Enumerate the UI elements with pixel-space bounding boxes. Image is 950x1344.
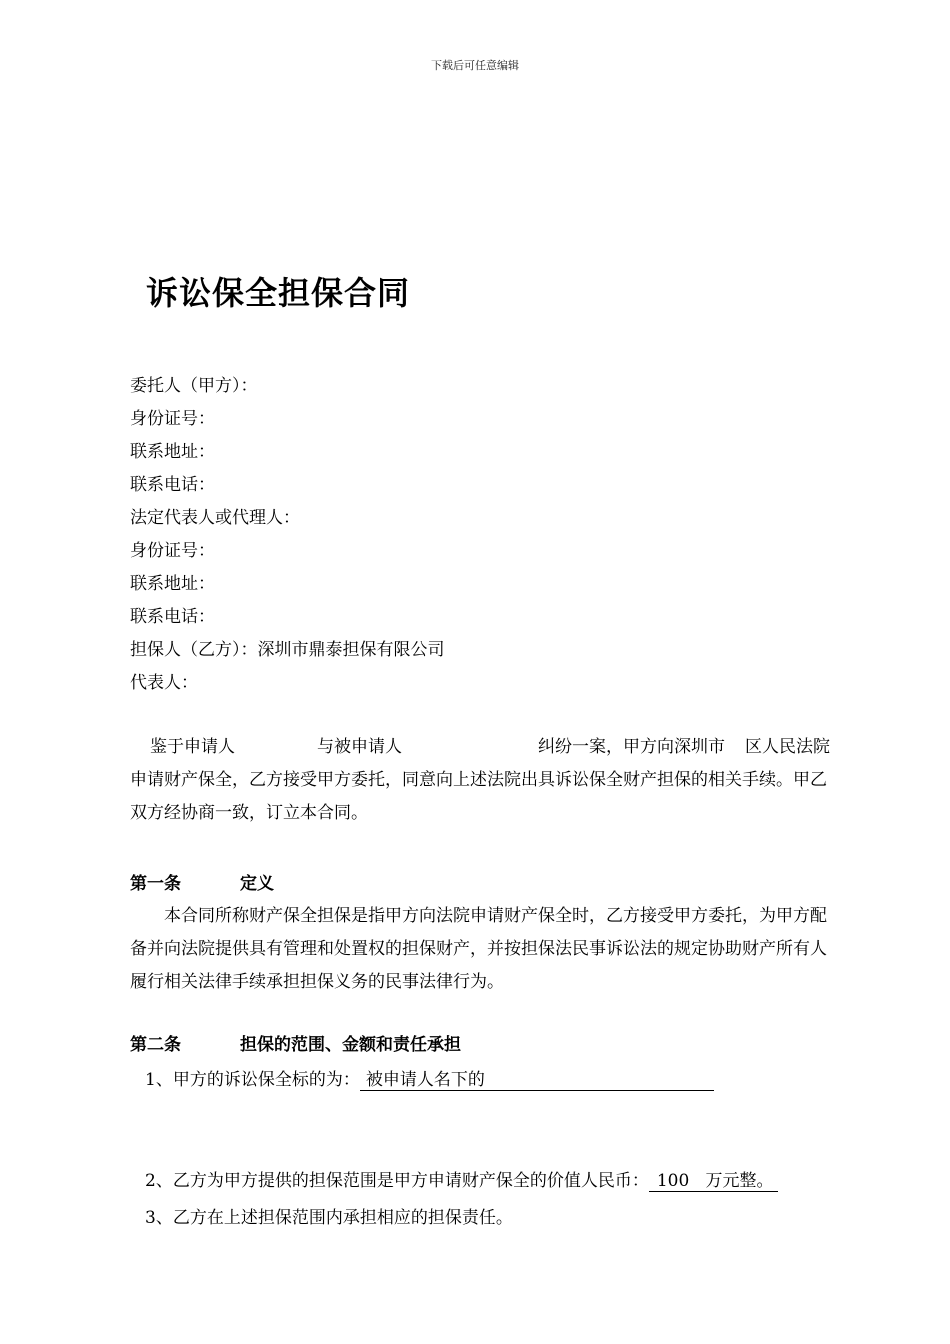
info-line-id-number: 身份证号： [130, 409, 215, 429]
preamble-paragraph [130, 731, 830, 830]
info-line-rep-address: 联系地址： [130, 574, 215, 594]
article1-body: 本合同所称财产保全担保是指甲方向法院申请财产保全时，乙方接受甲方委托，为甲方配备并向法院提供具有管理和处置权的担保财产，并按担保法民事诉讼法的规定协助财产所有人履行相关法律手续承担担保义务的民事法律行为。 [130, 906, 827, 992]
article2-item2 [145, 1166, 778, 1192]
item2-label: 2、乙方为甲方提供的担保范围是甲方申请财产保全的价值人民币： [145, 1171, 649, 1191]
article1-title: 定义 [240, 874, 274, 894]
preamble-part4: 区人民法院申请财产保全，乙方接受甲方委托，同意向上述法院出具诉讼保全财产担保的相关手续。甲乙双方经协商一致，订立本合同。 [130, 737, 830, 823]
info-line-rep-phone: 联系电话： [130, 607, 215, 627]
page-header: 下载后可任意编辑 [431, 59, 519, 72]
article2-title: 担保的范围、金额和责任承担 [240, 1035, 461, 1055]
article2-item3: 3、乙方在上述担保范围内承担相应的担保责任。 [145, 1208, 513, 1228]
article1-heading [130, 869, 274, 894]
item1-fill-field: 被申请人名下的 [360, 1070, 714, 1091]
info-line-phone: 联系电话： [130, 475, 215, 495]
item2-fill-field: 100 万元整。 [649, 1171, 778, 1192]
party-info-block [130, 370, 445, 700]
document-title: 诉讼保全担保合同 [146, 274, 411, 312]
info-line-address: 联系地址： [130, 442, 215, 462]
info-line-guarantor: 担保人（乙方）：深圳市鼎泰担保有限公司 [130, 640, 445, 660]
article2-item1 [145, 1065, 714, 1091]
article2-number: 第二条 [130, 1035, 181, 1055]
preamble-part3: 纠纷一案，甲方向深圳市 [538, 737, 725, 757]
info-line-representative: 代表人： [130, 673, 198, 693]
article2-heading [130, 1030, 461, 1055]
item1-label: 1、甲方的诉讼保全标的为： [145, 1070, 360, 1090]
article1-number: 第一条 [130, 874, 181, 894]
info-line-legal-rep: 法定代表人或代理人： [130, 508, 300, 528]
info-line-rep-id-number: 身份证号： [130, 541, 215, 561]
preamble-part1: 鉴于申请人 [150, 737, 235, 757]
info-line-client: 委托人（甲方）： [130, 376, 258, 396]
preamble-part2: 与被申请人 [317, 737, 402, 757]
